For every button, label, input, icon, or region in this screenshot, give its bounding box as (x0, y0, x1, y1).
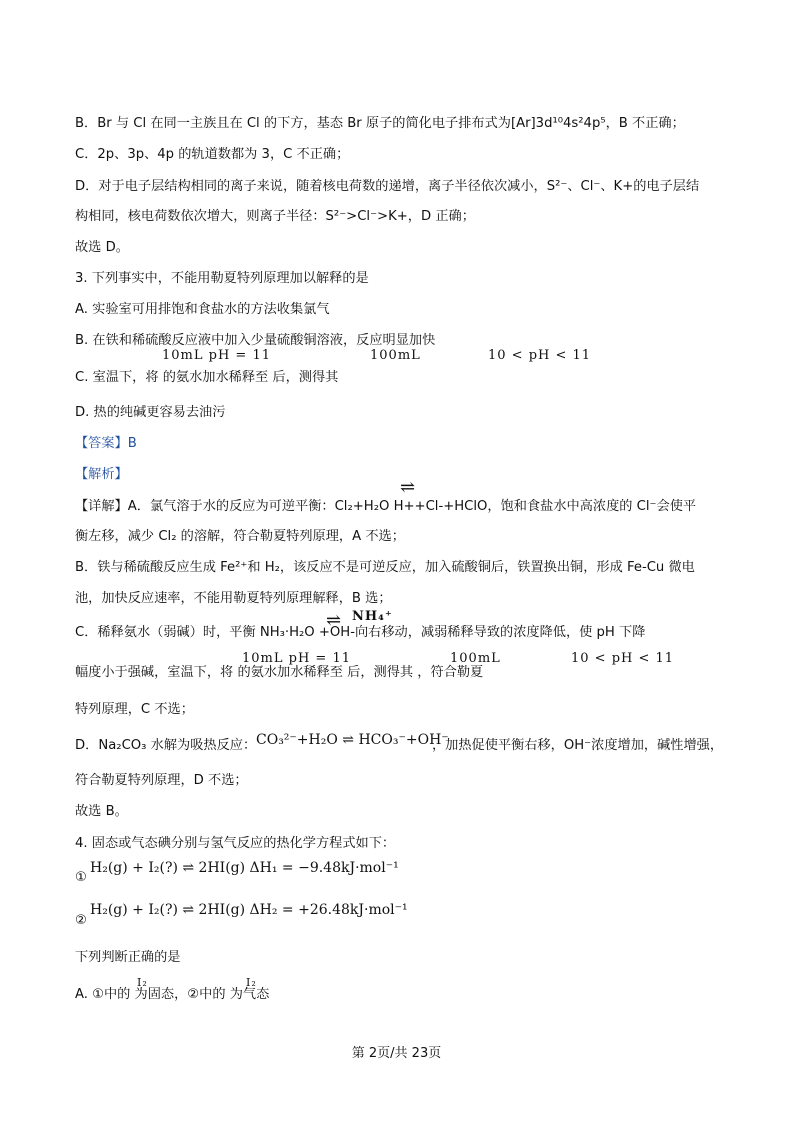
detail-b-line-1: B．铁与稀硫酸反应生成 Fe²⁺和 H₂，该反应不是可逆反应，加入硫酸铜后，铁置换出铜，形成 Fe-Cu 微电 (75, 560, 695, 575)
detail-d-line-1-prefix: D．Na₂CO₃ 水解为吸热反应： (75, 738, 257, 753)
detail-a-line-1: 【详解】A．氯气溶于水的反应为可逆平衡：Cl₂+H₂O H++Cl-+HClO，饱和食盐水中高浓度的 Cl⁻会使平 (75, 499, 697, 514)
answer-label: 【答案】B (75, 436, 137, 451)
formula-fragment: 10mL pH = 11 (162, 348, 271, 363)
detail-c-line-1: C．稀释氨水（弱碱）时，平衡 NH₃·H₂O +OH-向右移动，减弱稀释导致的浓度降低，使 pH 下降 (75, 625, 646, 640)
question-3-option-a: A. 实验室可用排饱和食盐水的方法收集氯气 (75, 302, 330, 317)
detail-a-line-2: 衡左移，减少 Cl₂ 的溶解，符合勒夏特列原理，A 不选； (75, 529, 405, 544)
detail-d-line-1-suffix: ，加热促使平衡右移，OH⁻浓度增加，碱性增强， (432, 738, 724, 753)
question-4-ask: 下列判断正确的是 (75, 950, 181, 965)
question-3-option-b: B. 在铁和稀硫酸反应液中加入少量硫酸铜溶液，反应明显加快 (75, 333, 436, 348)
text-line: C．2p、3p、4p 的轨道数都为 3，C 不正确； (75, 147, 350, 162)
text-line: 构相同，核电荷数依次增大，则离子半径：S²⁻>Cl⁻>K+，D 正确； (75, 209, 475, 224)
formula-fragment: 10 < pH < 11 (571, 651, 675, 666)
detail-c-line-2: 幅度小于强碱，室温下，将 的氨水加水稀释至 后，测得其 ，符合勒夏 (75, 665, 484, 680)
formula-fragment: 100mL (450, 651, 501, 666)
question-3-option-c: C. 室温下，将 的氨水加水稀释至 后，测得其 (75, 370, 339, 385)
equation-marker: ① (75, 870, 87, 885)
equation-marker: ② (75, 913, 87, 928)
hydrolysis-equation: CO₃²⁻+H₂O ⇌ HCO₃⁻+OH⁻ (256, 732, 449, 748)
thermo-equation-2: H₂(g) + I₂(?) ⇌ 2HI(g) ΔH₂ = +26.48kJ·mol⁻¹ (90, 902, 408, 918)
detail-b-line-2: 池，加快反应速率，不能用勒夏特列原理解释，B 选； (75, 591, 392, 606)
question-4-stem: 4. 固态或气态碘分别与氢气反应的热化学方程式如下： (75, 836, 396, 851)
text-line: 故选 D。 (75, 240, 129, 255)
detail-conclusion: 故选 B。 (75, 804, 128, 819)
text-line: D．对于电子层结构相同的离子来说，随着核电荷数的递增，离子半径依次减小，S²⁻、Cl⁻、K+的电子层结 (75, 179, 700, 194)
analysis-label: 【解析】 (75, 467, 128, 482)
formula-fragment: NH₄⁺ (352, 609, 393, 624)
detail-c-line-3: 特列原理，C 不选； (75, 702, 194, 717)
question-3-stem: 3. 下列事实中，不能用勒夏特列原理加以解释的是 (75, 271, 369, 286)
question-3-option-d: D. 热的纯碱更容易去油污 (75, 405, 226, 420)
thermo-equation-1: H₂(g) + I₂(?) ⇌ 2HI(g) ΔH₁ = −9.48kJ·mol⁻¹ (90, 860, 399, 876)
page-footer: 第 2页/共 23页 (351, 1046, 442, 1061)
text-line: B．Br 与 Cl 在同一主族且在 Cl 的下方，基态 Br 原子的简化电子排布式为[Ar]3d¹⁰4s²4p⁵，B 不正确； (75, 116, 685, 131)
detail-d-line-2: 符合勒夏特列原理，D 不选； (75, 773, 248, 788)
equilibrium-arrow-icon: ⇌ (400, 477, 416, 498)
formula-fragment: 100mL (370, 348, 421, 363)
formula-fragment: I₂ (137, 976, 148, 989)
question-4-option-a: A. ①中的 为固态，②中的 为气态 (75, 987, 270, 1002)
formula-fragment: 10mL pH = 11 (242, 651, 351, 666)
formula-fragment: 10 < pH < 11 (488, 348, 592, 363)
equilibrium-arrow-icon: ⇌ (326, 610, 342, 631)
formula-fragment: I₂ (246, 976, 257, 989)
